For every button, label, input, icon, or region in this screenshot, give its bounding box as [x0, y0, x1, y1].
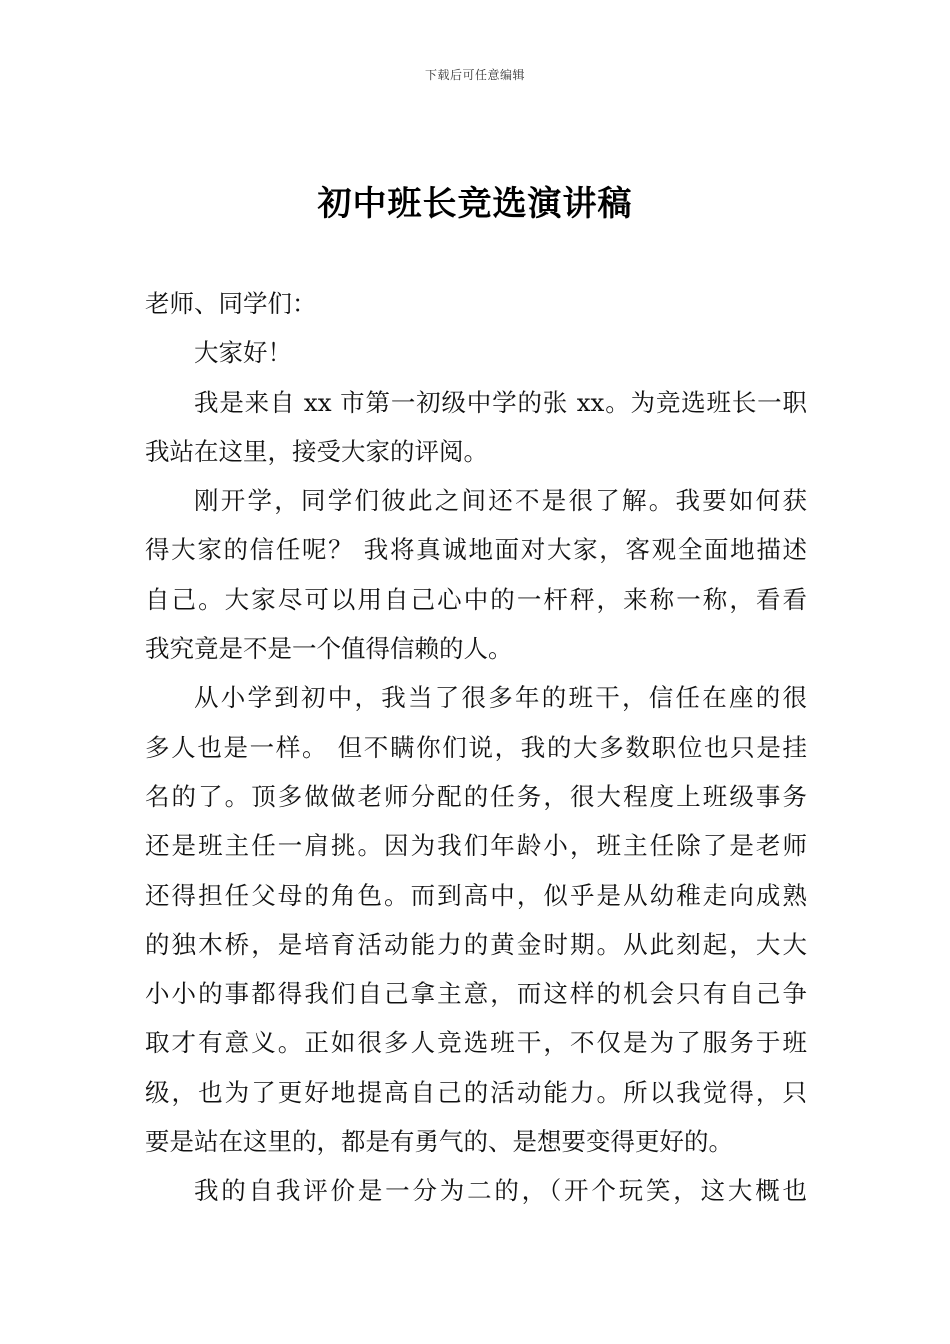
text-line: 我的自我评价是一分为二的，（开个玩笑，这大概也 [194, 1176, 807, 1206]
header-note: 下载后可任意编辑 [424, 68, 525, 82]
document-title: 初中班长竞选演讲稿 [317, 184, 633, 224]
text-line: 大家好！ [194, 338, 292, 368]
text-line: 刚开学，同学们彼此之间还不是很了解。我要如何获 [194, 486, 807, 516]
text-line: 还是班主任一肩挑。因为我们年龄小，班主任除了是老师 [145, 831, 807, 861]
text-line: 我究竟是不是一个值得信赖的人。 [145, 634, 513, 664]
text-line: 要是站在这里的，都是有勇气的、是想要变得更好的。 [145, 1127, 733, 1157]
text-line: 小小的事都得我们自己拿主意，而这样的机会只有自己争 [145, 979, 807, 1009]
text-line: 得大家的信任呢？ 我将真诚地面对大家，客观全面地描述 [145, 535, 807, 565]
text-line: 还得担任父母的角色。而到高中，似乎是从幼稚走向成熟 [145, 880, 807, 910]
text-line: 取才有意义。正如很多人竞选班干，不仅是为了服务于班 [145, 1028, 807, 1058]
text-line: 名的了。顶多做做老师分配的任务，很大程度上班级事务 [145, 781, 807, 811]
document-body [145, 279, 807, 1216]
text-line: 我是来自 xx 市第一初级中学的张 xx。为竞选班长一职 [194, 387, 807, 417]
text-line: 级，也为了更好地提高自己的活动能力。所以我觉得，只 [145, 1077, 807, 1107]
text-line: 我站在这里，接受大家的评阅。 [145, 436, 488, 466]
text-line: 从小学到初中，我当了很多年的班干，信任在座的很 [194, 683, 807, 713]
text-line: 自己。大家尽可以用自己心中的一杆秤，来称一称，看看 [145, 584, 807, 614]
text-line: 多人也是一样。 但不瞒你们说，我的大多数职位也只是挂 [145, 732, 807, 762]
text-line: 的独木桥，是培育活动能力的黄金时期。从此刻起，大大 [145, 929, 807, 959]
text-line: 老师、同学们： [145, 289, 317, 318]
